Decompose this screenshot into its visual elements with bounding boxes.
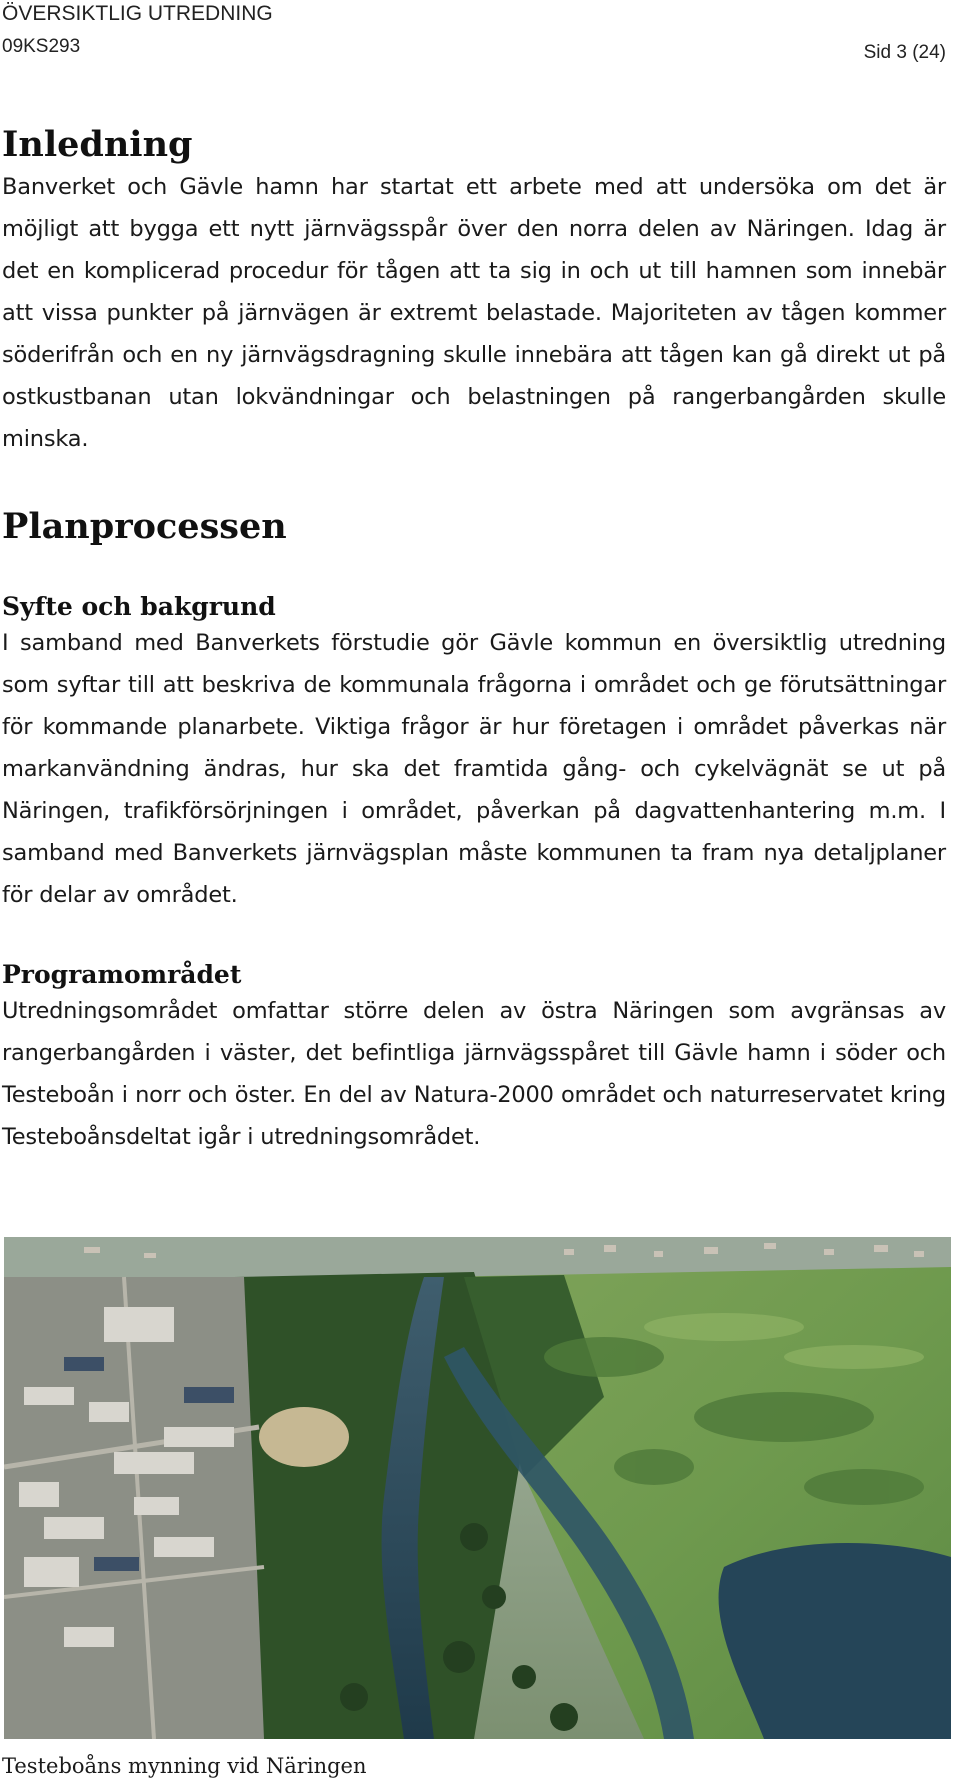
- document-code: 09KS293: [2, 36, 81, 57]
- paragraph-syfte-och-bakgrund: I samband med Banverkets förstudie gör Gävle kommun en översiktlig utredning som syftar till att beskriva de kommunala frågorna i området och ge förutsättningar för kommande planarbete. Viktiga frågor är hur företagen i området påverkas när markanvändning ändras, hur ska det framtida gång- och cykelvägnät se ut på Näringen, trafikförsörjningen i området, påverkan på dagvattenhantering m.m. I samband med Banverkets järnvägsplan måste kommunen ta fram nya detaljplaner för delar av området.: [2, 630, 946, 908]
- heading-inledning: Inledning: [2, 124, 193, 165]
- paragraph-programomradet: Utredningsområdet omfattar större delen av östra Näringen som avgränsas av rangerbangården i väster, det befintliga järnvägsspåret till Gävle hamn i söder och Testeboån i norr och öster. En del av Natura-2000 området och naturreservatet kring Testeboånsdeltat igår i utredningsområdet.: [2, 998, 946, 1150]
- aerial-photo: [4, 1237, 951, 1739]
- document-title: ÖVERSIKTLIG UTREDNING: [2, 2, 273, 25]
- paragraph-inledning: Banverket och Gävle hamn har startat ett arbete med att undersöka om det är möjligt att bygga ett nytt järnvägsspår över den norra delen av Näringen. Idag är det en komplicerad procedur för tågen att ta sig in och ut till hamnen som innebär att vissa punkter på järnvägen är extremt belastade. Majoriteten av tågen kommer söderifrån och en ny järnvägsdragning skulle innebära att tågen kan gå direkt ut på ostkustbanan utan lokvändningar och belastningen på rangerbangården skulle minska.: [2, 174, 946, 452]
- heading-syfte-och-bakgrund: Syfte och bakgrund: [2, 592, 276, 621]
- main-content: [2, 124, 946, 1158]
- figure-caption: Testeboåns mynning vid Näringen: [2, 1754, 367, 1778]
- page-number: Sid 3 (24): [863, 42, 946, 63]
- heading-planprocessen: Planprocessen: [2, 506, 287, 547]
- heading-programomradet: Programområdet: [2, 960, 242, 989]
